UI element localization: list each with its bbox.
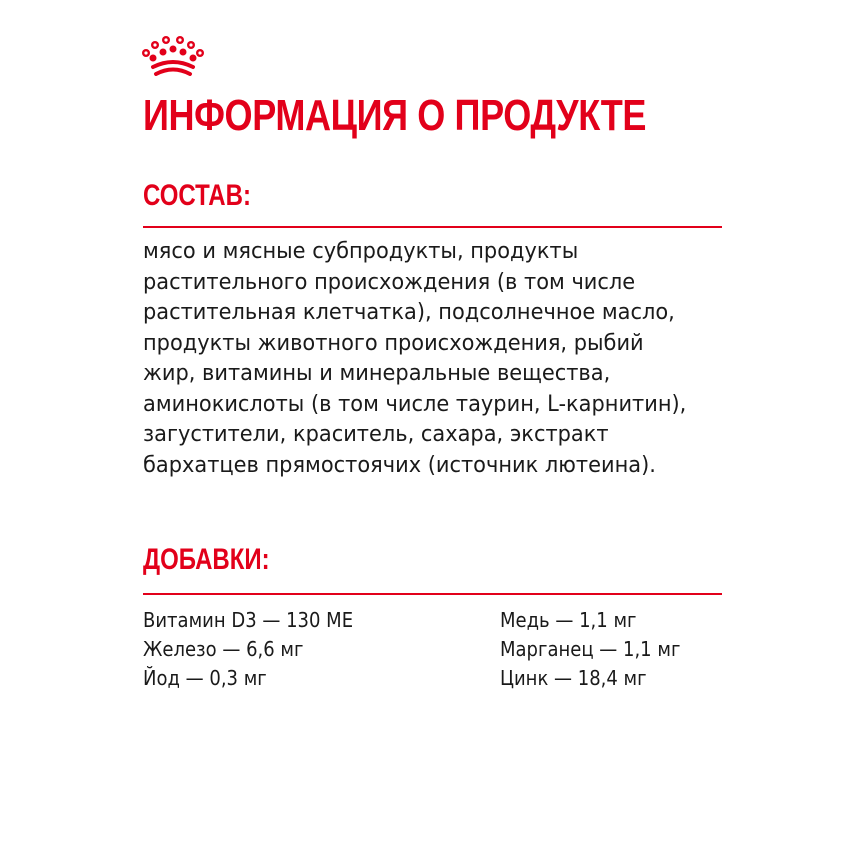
additives-divider: [143, 593, 722, 595]
composition-heading: СОСТАВ:: [143, 179, 251, 212]
additives-list-left: [143, 606, 353, 693]
additives-heading: ДОБАВКИ:: [143, 543, 270, 576]
additive-item-manganese: Марганец — 1,1 мг: [500, 637, 681, 661]
additive-item-copper: Медь — 1,1 мг: [500, 608, 637, 632]
crown-icon: [141, 36, 205, 76]
additive-item-iron: Железо — 6,6 мг: [143, 637, 304, 661]
composition-divider: [143, 226, 722, 228]
additive-item-vitamin-d3: Витамин D3 — 130 МЕ: [143, 608, 354, 632]
additive-item-iodine: Йод — 0,3 мг: [143, 666, 267, 690]
composition-text: мясо и мясные субпродукты, продукты растительного происхождения (в том числе растительная клетчатка), подсолнечное масло, продукты животного происхождения, рыбий жир, витамины и минеральные вещества, аминокислоты (в том числе таурин, L-карнитин), загустители, краситель, сахара, экстракт бархатцев прямостоячих (источник лютеина).: [143, 238, 687, 478]
page-title: ИНФОРМАЦИЯ О ПРОДУКТЕ: [143, 91, 646, 140]
additives-list-right: [500, 606, 680, 693]
additive-item-zinc: Цинк — 18,4 мг: [500, 666, 647, 690]
